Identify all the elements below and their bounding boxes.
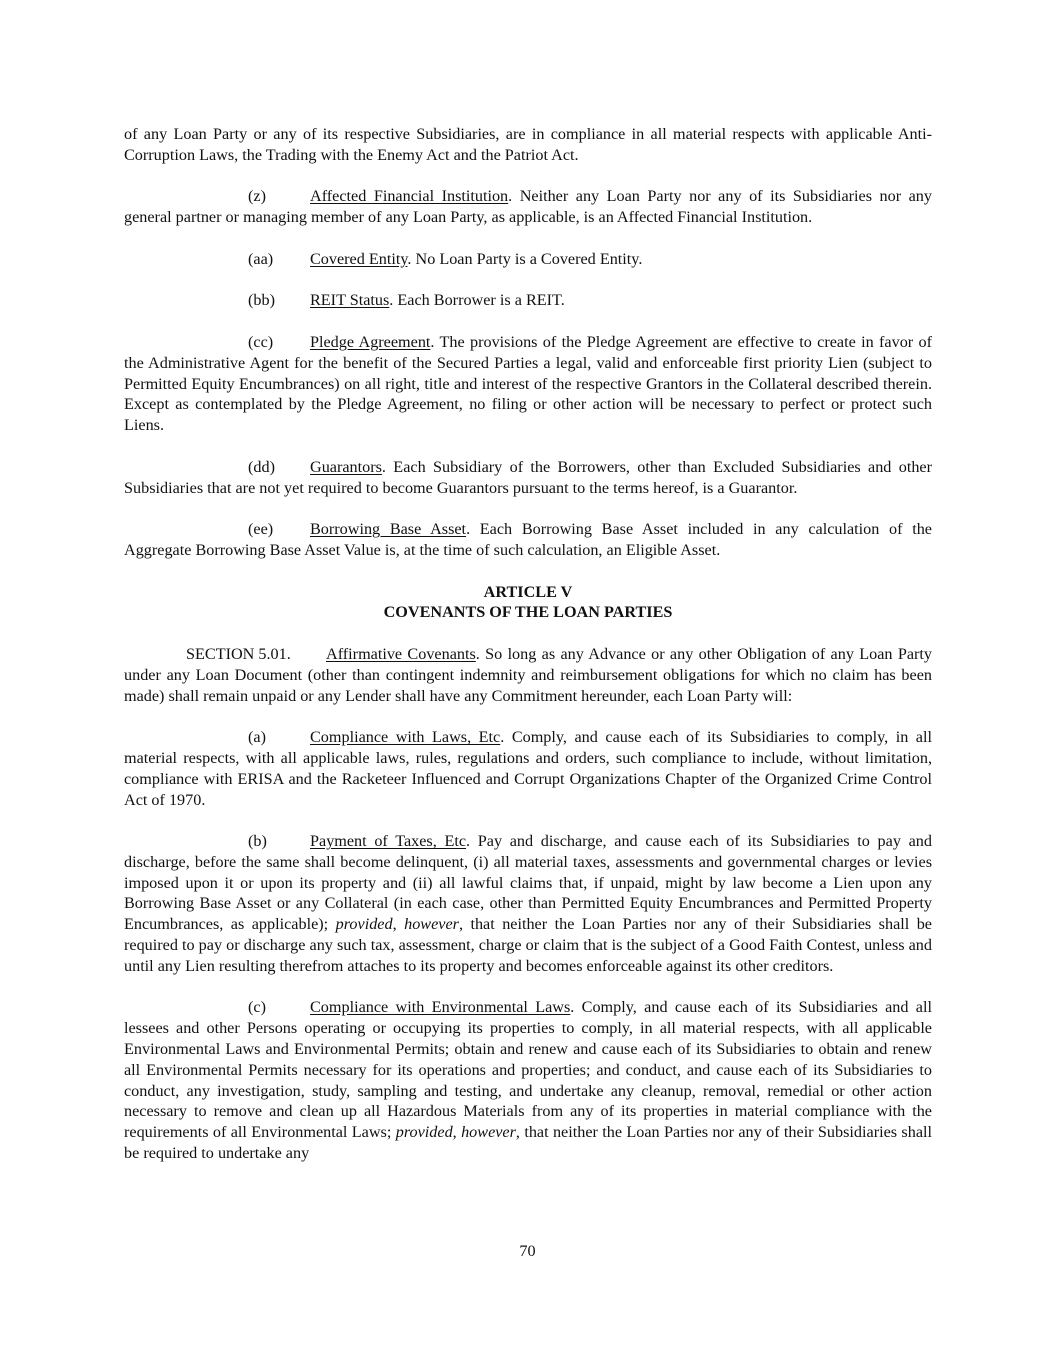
subsection-heading: Covered Entity	[310, 249, 408, 268]
subsection-ee	[124, 519, 932, 561]
covenant-proviso-provided: provided	[335, 915, 393, 934]
subsection-number: (bb)	[248, 291, 275, 310]
subsection-number: (cc)	[248, 332, 274, 351]
article-title: COVENANTS OF THE LOAN PARTIES	[383, 603, 673, 622]
covenant-c	[124, 997, 932, 1163]
covenant-heading: Compliance with Laws, Etc	[310, 728, 501, 747]
subsection-heading: Borrowing Base Asset	[310, 520, 467, 539]
subsection-heading: Pledge Agreement	[310, 332, 431, 351]
subsection-dd	[124, 457, 932, 499]
article-number: ARTICLE V	[483, 582, 573, 601]
covenant-a	[124, 727, 932, 810]
covenant-heading: Payment of Taxes, Etc	[310, 832, 467, 851]
section-text: . So long as any Advance or any other Obligation of any Loan Party under any Loan Document (other than contingent indemnity and reimbursement obligations for which no claim has been made) shall remain unpaid or any Lender shall have any Commitment hereunder, each Loan Party will:	[124, 644, 932, 705]
subsection-text: . No Loan Party is a Covered Entity.	[407, 249, 643, 268]
subsection-number: (z)	[248, 187, 266, 206]
subsection-aa	[124, 249, 932, 270]
covenant-heading: Compliance with Environmental Laws	[310, 998, 571, 1017]
covenant-proviso-however: however	[461, 1123, 516, 1142]
covenant-proviso-provided: provided	[395, 1123, 453, 1142]
covenant-number: (c)	[248, 998, 266, 1017]
covenant-text: . Comply, and cause each of its Subsidiaries and all lessees and other Persons operating or occupying its properties to comply, in all material respects, with all applicable Environmental Laws and Environmental Permits; obtain and renew and cause each of its Subsidiaries to obtain and renew all Environmental Permits necessary for its operations and properties; and conduct, and cause each of its Subsidiaries to conduct, any investigation, study, sampling and testing, and undertake any cleanup, removal, remedial or other action necessary to remove and clean up all Hazardous Materials from any of its properties in material compliance with the requirements of all Environmental Laws;	[124, 998, 932, 1142]
covenant-text: . Pay and discharge, and cause each of its Subsidiaries to pay and discharge, before the same shall become delinquent, (i) all material taxes, assessments and governmental charges or levies imposed upon it or upon its property and (ii) all lawful claims that, if unpaid, might by law become a Lien upon any Borrowing Base Asset or any Collateral (in each case, other than Permitted Equity Encumbrances and Permitted Property Encumbrances, as applicable);	[124, 832, 932, 934]
covenant-proviso-separator: ,	[452, 1123, 462, 1142]
covenant-number: (a)	[248, 728, 266, 747]
subsection-number: (ee)	[248, 520, 274, 539]
subsection-text: . Neither any Loan Party nor any of its Subsidiaries nor any general partner or managing member of any Loan Party, as applicable, is an Affected Financial Institution.	[124, 187, 932, 227]
subsection-heading: REIT Status	[310, 291, 390, 310]
subsection-text: . The provisions of the Pledge Agreement are effective to create in favor of the Administrative Agent for the benefit of the Secured Parties a legal, valid and enforceable first priority Lien (subject to Permitted Equity Encumbrances) on all right, title and interest of the respective Grantors in the Collateral described therein. Except as contemplated by the Pledge Agreement, no filing or other action will be necessary to perfect or protect such Liens.	[124, 332, 933, 435]
subsection-text: . Each Borrower is a REIT.	[389, 291, 565, 310]
covenant-proviso-separator: ,	[392, 915, 405, 934]
section-number: SECTION 5.01.	[186, 644, 291, 663]
subsection-cc	[124, 332, 932, 436]
subsection-z	[124, 186, 932, 228]
section-heading: Affirmative Covenants	[326, 644, 476, 663]
covenant-proviso-however: however	[404, 915, 459, 934]
covenant-b	[124, 831, 932, 977]
covenant-text-continued: , that neither the Loan Parties nor any of their Subsidiaries shall be required to pay or discharge any such tax, assessment, charge or claim that is the subject of a Good Faith Contest, unless and until any Lien resulting therefrom attaches to its property and becomes enforceable against its other creditors.	[124, 915, 932, 975]
subsection-text: . Each Borrowing Base Asset included in any calculation of the Aggregate Borrowing Base Asset Value is, at the time of such calculation, an Eligible Asset.	[124, 520, 932, 559]
subsection-heading: Affected Financial Institution	[310, 187, 509, 206]
subsection-text: . Each Subsidiary of the Borrowers, other than Excluded Subsidiaries and other Subsidiaries that are not yet required to become Guarantors pursuant to the terms hereof, is a Guarantor.	[124, 457, 932, 497]
document-page	[124, 124, 932, 1164]
section-5-01	[124, 644, 932, 706]
subsection-heading: Guarantors	[310, 457, 382, 476]
subsection-number: (dd)	[248, 457, 275, 476]
covenant-text: . Comply, and cause each of its Subsidiaries to comply, in all material respects, with all applicable laws, rules, regulations and orders, such compliance to include, without limitation, compliance with ERISA and the Racketeer Influenced and Corrupt Organizations Chapter of the Organized Crime Control Act of 1970.	[124, 728, 932, 809]
page-number: 70	[519, 1242, 536, 1260]
subsection-number: (aa)	[248, 249, 274, 268]
subsection-bb	[124, 290, 932, 311]
opening-paragraph: of any Loan Party or any of its respective Subsidiaries, are in compliance in all material respects with applicable Anti-Corruption Laws, the Trading with the Enemy Act and the Patriot Act.	[124, 125, 932, 164]
covenant-text-continued: , that neither the Loan Parties nor any of their Subsidiaries shall be required to undertake any	[124, 1123, 932, 1163]
covenant-number: (b)	[248, 832, 267, 851]
article-heading	[124, 582, 932, 624]
